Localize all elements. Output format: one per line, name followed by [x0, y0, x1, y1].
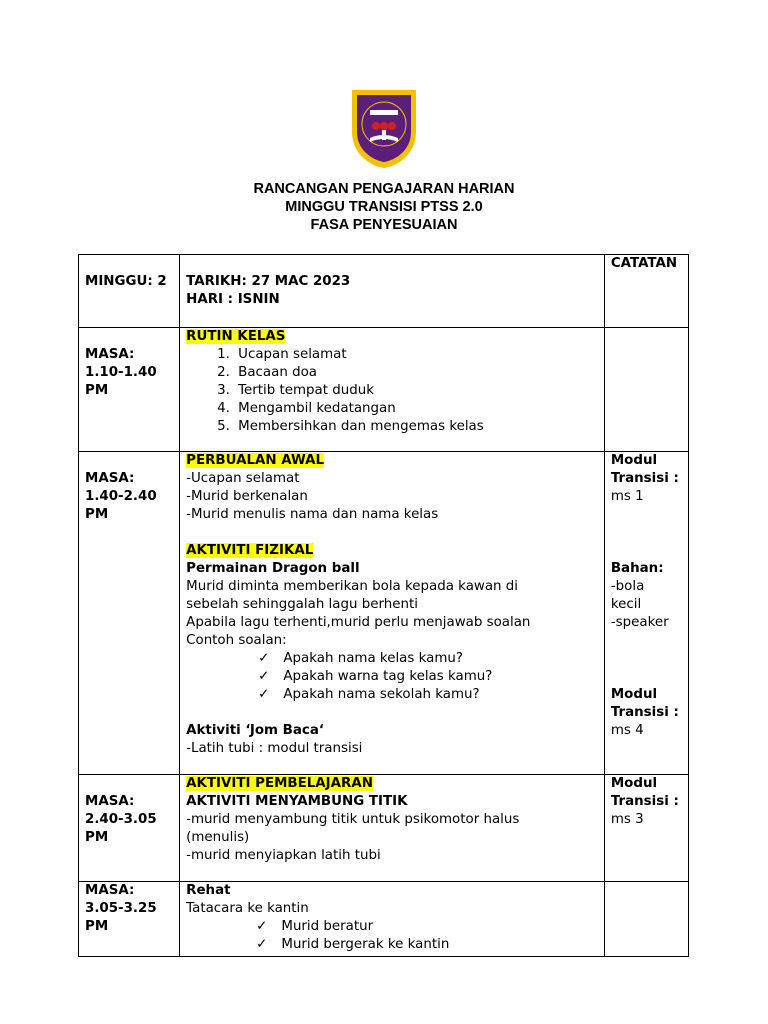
note-transisi: Transisi : [610, 794, 679, 809]
list-item: 1. Ucapan selamat [234, 346, 598, 364]
note-ms: ms 1 [610, 489, 644, 504]
masa-label: MASA: [85, 794, 135, 809]
text-line: Contoh soalan: [186, 633, 287, 648]
title-line-2: MINGGU TRANSISI PTSS 2.0 [285, 199, 483, 215]
note-bahan: Bahan: [610, 561, 664, 576]
masa-time: 1.40-2.40 [85, 489, 157, 504]
note-modul: Modul [610, 776, 658, 791]
lesson-plan-table [78, 254, 689, 957]
table-row [79, 452, 689, 775]
document-titles [0, 180, 768, 234]
note-transisi: Transisi : [610, 471, 679, 486]
list-item: ✓ Apakah nama kelas kamu? [258, 650, 598, 668]
list-item: ✓ Apakah warna tag kelas kamu? [258, 668, 598, 686]
table-row-header [79, 255, 689, 328]
title-line-3: FASA PENYESUAIAN [310, 217, 458, 233]
table-row [79, 775, 689, 882]
list-item: 2. Bacaan doa [234, 364, 598, 382]
list-item: ✓ Murid bergerak ke kantin [256, 936, 598, 954]
section-heading: AKTIVITI PEMBELAJARAN [186, 776, 373, 791]
masa-pm: PM [85, 507, 109, 522]
section-heading: PERBUALAN AWAL [186, 453, 325, 468]
section-heading: AKTIVITI FIZIKAL [186, 543, 314, 558]
title-line-1: RANCANGAN PENGAJARAN HARIAN [253, 181, 515, 197]
list-item: 4. Mengambil kedatangan [234, 400, 598, 418]
text-line: -murid menyiapkan latih tubi [186, 848, 381, 863]
text-line: -Ucapan selamat [186, 471, 300, 486]
question-list [186, 650, 598, 704]
masa-time: 3.05-3.25 [85, 901, 157, 916]
text-line: -murid menyambung titik untuk psikomotor halus [186, 812, 520, 827]
tarikh-label: TARIKH: 27 MAC 2023 [186, 274, 351, 289]
masa-time: 2.40-3.05 [85, 812, 157, 827]
rutin-list [186, 346, 598, 436]
sub-heading: Rehat [186, 883, 231, 898]
sub-heading: Permainan Dragon ball [186, 561, 360, 576]
text-line: Murid diminta memberikan bola kepada kawan di [186, 579, 519, 594]
section-heading: RUTIN KELAS [186, 329, 286, 344]
note-modul: Modul [610, 453, 658, 468]
masa-pm: PM [85, 830, 109, 845]
table-row [79, 882, 689, 957]
table-row [79, 328, 689, 452]
list-item: ✓ Apakah nama sekolah kamu? [258, 686, 598, 704]
masa-time: 1.10-1.40 [85, 365, 157, 380]
list-item: ✓ Murid beratur [256, 918, 598, 936]
note-bahan-item: -speaker [610, 615, 669, 630]
minggu-label: MINGGU: 2 [85, 274, 167, 289]
hari-label: HARI : ISNIN [186, 292, 280, 307]
rehat-list [186, 918, 598, 954]
masa-label: MASA: [85, 347, 135, 362]
note-ms: ms 3 [610, 812, 644, 827]
text-line: sebelah sehinggalah lagu berhenti [186, 597, 418, 612]
note-ms: ms 4 [610, 723, 644, 738]
text-line: (menulis) [186, 830, 250, 845]
note-transisi: Transisi : [610, 705, 679, 720]
masa-label: MASA: [85, 471, 135, 486]
text-line: -Murid menulis nama dan nama kelas [186, 507, 439, 522]
note-bahan-item: kecil [610, 597, 642, 612]
text-line: Tatacara ke kantin [186, 901, 309, 916]
note-bahan-item: -bola [610, 579, 645, 594]
masa-pm: PM [85, 919, 109, 934]
text-line: -Murid berkenalan [186, 489, 308, 504]
catatan-label: CATATAN [610, 256, 678, 271]
sub-heading: AKTIVITI MENYAMBUNG TITIK [186, 794, 408, 809]
sub-heading: Aktiviti ‘Jom Baca‘ [186, 723, 324, 738]
text-line: Apabila lagu terhenti,murid perlu menjawab soalan [186, 615, 531, 630]
note-modul: Modul [610, 687, 658, 702]
list-item: 5. Membersihkan dan mengemas kelas [234, 418, 598, 436]
masa-label: MASA: [85, 883, 135, 898]
school-crest-icon [348, 86, 420, 170]
masa-pm: PM [85, 383, 109, 398]
list-item: 3. Tertib tempat duduk [234, 382, 598, 400]
text-line: -Latih tubi : modul transisi [186, 741, 363, 756]
